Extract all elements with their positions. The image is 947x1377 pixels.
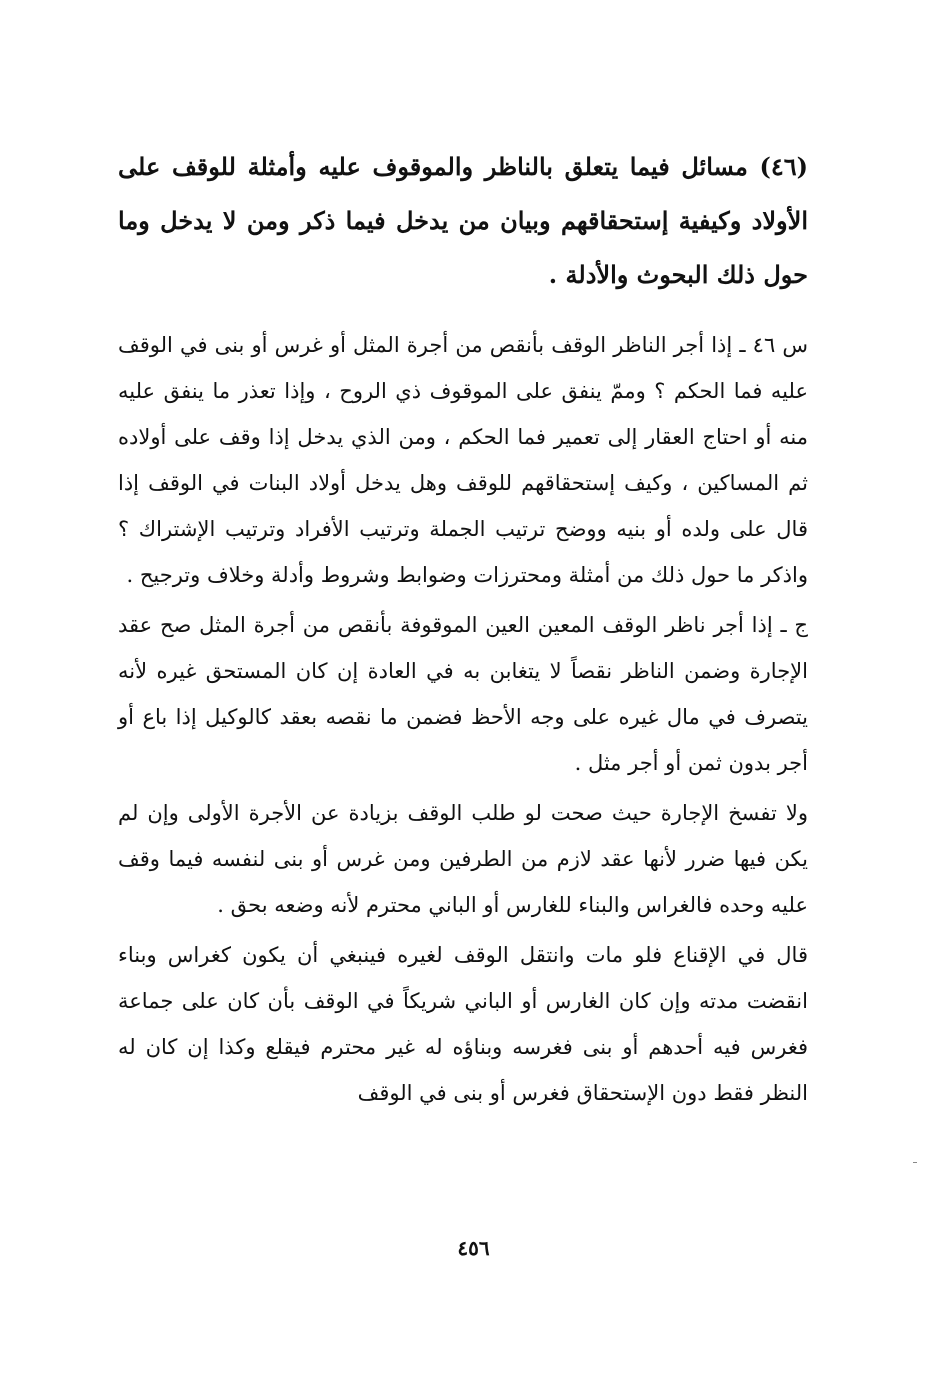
scan-mark [913,1162,917,1163]
body-paragraph: ولا تفسخ الإجارة حيث صحت لو طلب الوقف بزيادة عن الأجرة الأولى وإن لم يكن فيها ضرر لأنها عقد لازم من الطرفين ومن غرس أو بنى لنفسه فيما وقف عليه وحده فالغراس والبناء للغارس أو الباني محترم لأنه وضعه بحق . [118,801,808,917]
page-number: ٤٥٦ [457,1236,490,1260]
question-paragraph: س ٤٦ ـ إذا أجر الناظر الوقف بأنقص من أجرة المثل أو غرس أو بنى في الوقف عليه فما الحكم ؟ وممّ ينفق على الموقوف ذي الروح ، وإذا تعذر ما ينفق عليه منه أو احتاج العقار إلى تعمير فما الحكم ، ومن الذي يدخل إذا وقف على أولاده ثم المساكين ، وكيف إستحقاقهم للوقف وهل يدخل أولاد البنات في الوقف إذا قال على ولده أو بنيه ووضح ترتيب الجملة وترتيب الأفراد وترتيب الإشتراك ؟ واذكر ما حول ذلك من أمثلة ومحترزات وضوابط وشروط وأدلة وخلاف وترجيح . [118,333,809,587]
body-paragraph: قال في الإقناع فلو مات وانتقل الوقف لغيره فينبغي أن يكون كغراس وبناء انقضت مدته وإن كان الغارس أو الباني شريكاً في الوقف بأن كان على جماعة فغرس فيه أحدهم أو بنى فغرسه وبناؤه له غير محترم فيقلع وكذا إن كان له النظر فقط دون الإستحقاق فغرس أو بنى في الوقف [118,943,808,1105]
answer-paragraph: ج ـ إذا أجر ناظر الوقف المعين العين الموقوفة بأنقص من أجرة المثل صح عقد الإجارة وضمن الناظر نقصاً لا يتغابن به في العادة إن كان المستحق غيره لأنه يتصرف في مال غيره على وجه الأحظ فضمن ما نقصه بعقد كالوكيل إذا باع أو أجر بدون ثمن أو أجر مثل . [118,613,808,775]
section-heading: (٤٦) مسائل فيما يتعلق بالناظر والموقوف عليه وأمثلة للوقف على الأولاد وكيفية إستحقاقهم وبيان من يدخل فيما ذكر ومن لا يدخل وما حول ذلك البحوث والأدلة . [118,152,809,289]
page-content [118,140,808,1116]
